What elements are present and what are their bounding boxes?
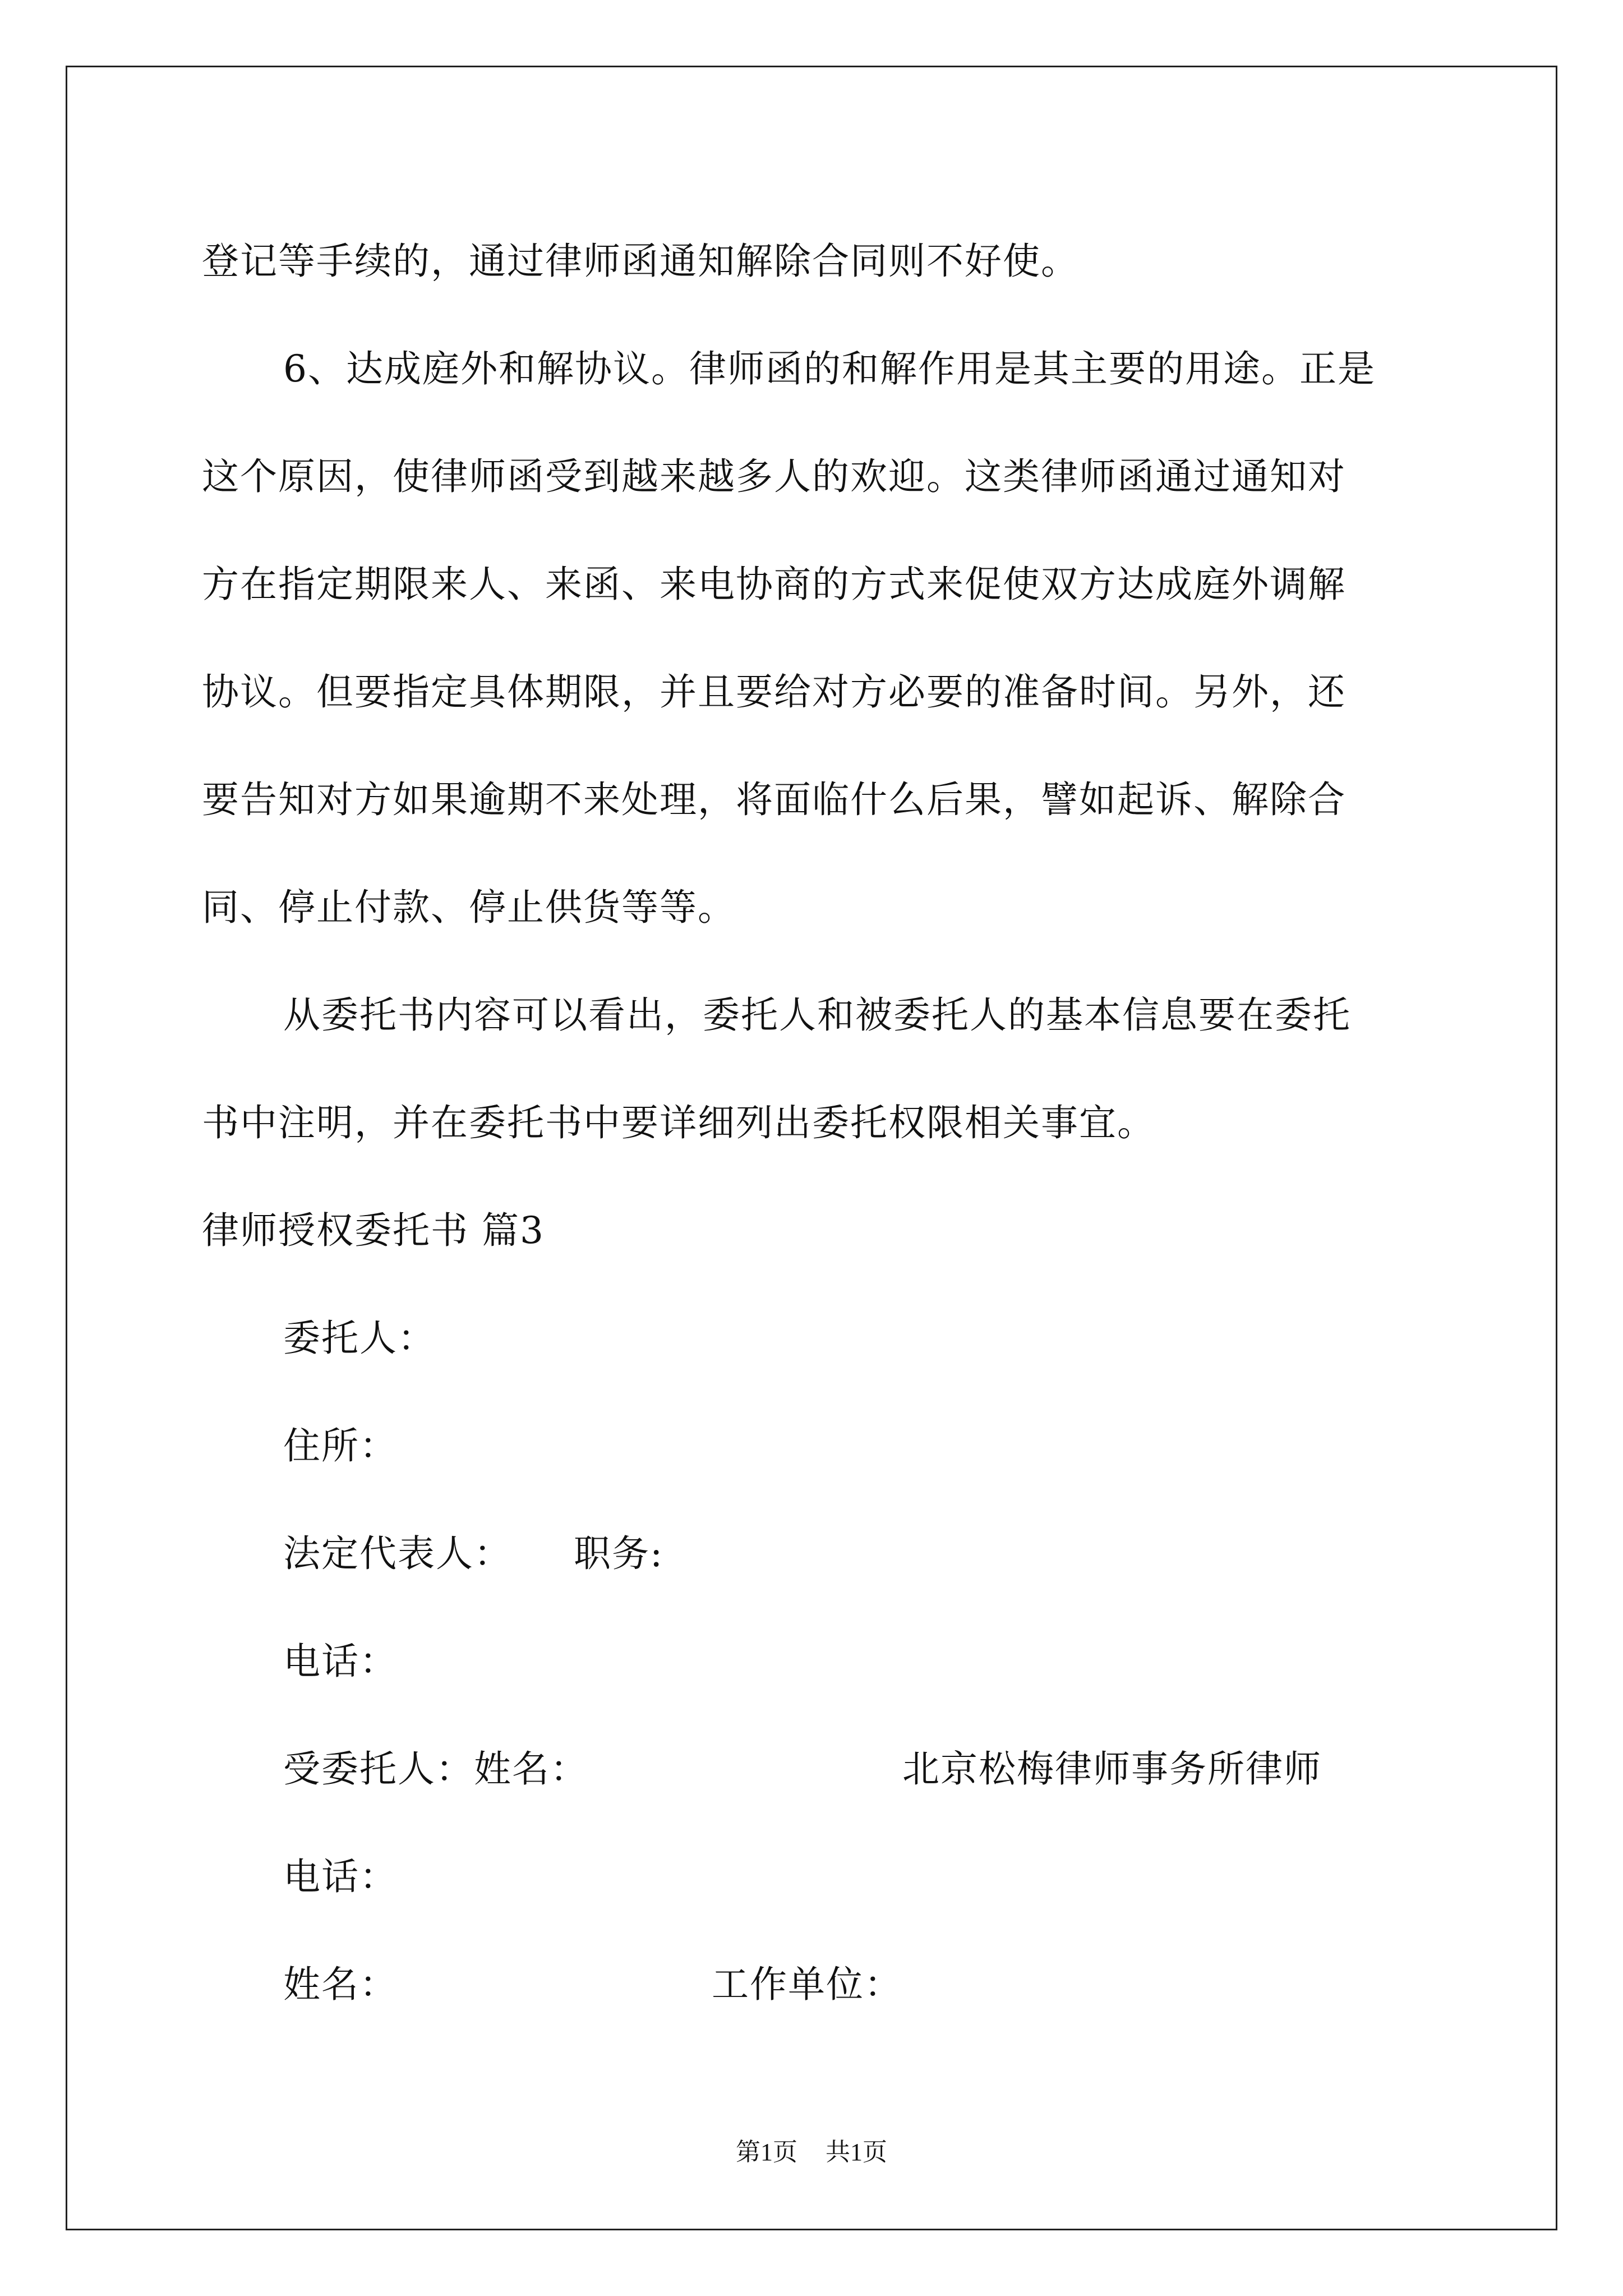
agent-row bbox=[202, 1715, 1424, 1823]
legal-rep-label: 法定代表人： bbox=[283, 1532, 512, 1575]
name-label: 姓名： bbox=[283, 1963, 398, 2006]
paragraph-line: 登记等手续的，通过律师函通知解除合同则不好使。 bbox=[202, 240, 1079, 283]
phone-label: 电话： bbox=[283, 1640, 398, 1683]
section-title: 律师授权委托书 篇3 bbox=[202, 1209, 545, 1252]
paragraph-line: 从委托书内容可以看出，委托人和被委托人的基本信息要在委托 bbox=[283, 993, 1351, 1037]
paragraph-line: 同、停止付款、停止供货等等。 bbox=[202, 886, 736, 929]
paragraph-line: 6、达成庭外和解协议。律师函的和解作用是其主要的用途。正是 bbox=[283, 347, 1376, 390]
agent-name-label: 受委托人：姓名： bbox=[283, 1747, 588, 1791]
address-label: 住所： bbox=[283, 1424, 398, 1467]
phone-label: 电话： bbox=[283, 1855, 398, 1898]
paragraph-line: 书中注明，并在委托书中要详细列出委托权限相关事宜。 bbox=[202, 1101, 1155, 1144]
legal-rep-row bbox=[202, 1500, 1424, 1608]
position-label: 职务: bbox=[574, 1532, 664, 1575]
paragraph-line: 方在指定期限来人、来函、来电协商的方式来促使双方达成庭外调解 bbox=[202, 563, 1346, 606]
paragraph-line: 协议。但要指定具体期限，并且要给对方必要的准备时间。另外，还 bbox=[202, 670, 1346, 714]
workplace-label: 工作单位： bbox=[712, 1963, 902, 2006]
agent-firm: 北京松梅律师事务所律师 bbox=[902, 1747, 1322, 1791]
name-row bbox=[202, 1931, 1424, 2039]
page-total: 共1页 bbox=[826, 2138, 887, 2166]
paragraph-line: 要告知对方如果逾期不来处理，将面临什么后果，譬如起诉、解除合 bbox=[202, 778, 1346, 821]
principal-label: 委托人： bbox=[283, 1317, 436, 1360]
page-number: 第1页 bbox=[736, 2138, 797, 2166]
document-body bbox=[202, 208, 1424, 2039]
paragraph-line: 这个原因，使律师函受到越来越多人的欢迎。这类律师函通过通知对 bbox=[202, 455, 1346, 498]
page-footer bbox=[0, 2132, 1623, 2168]
